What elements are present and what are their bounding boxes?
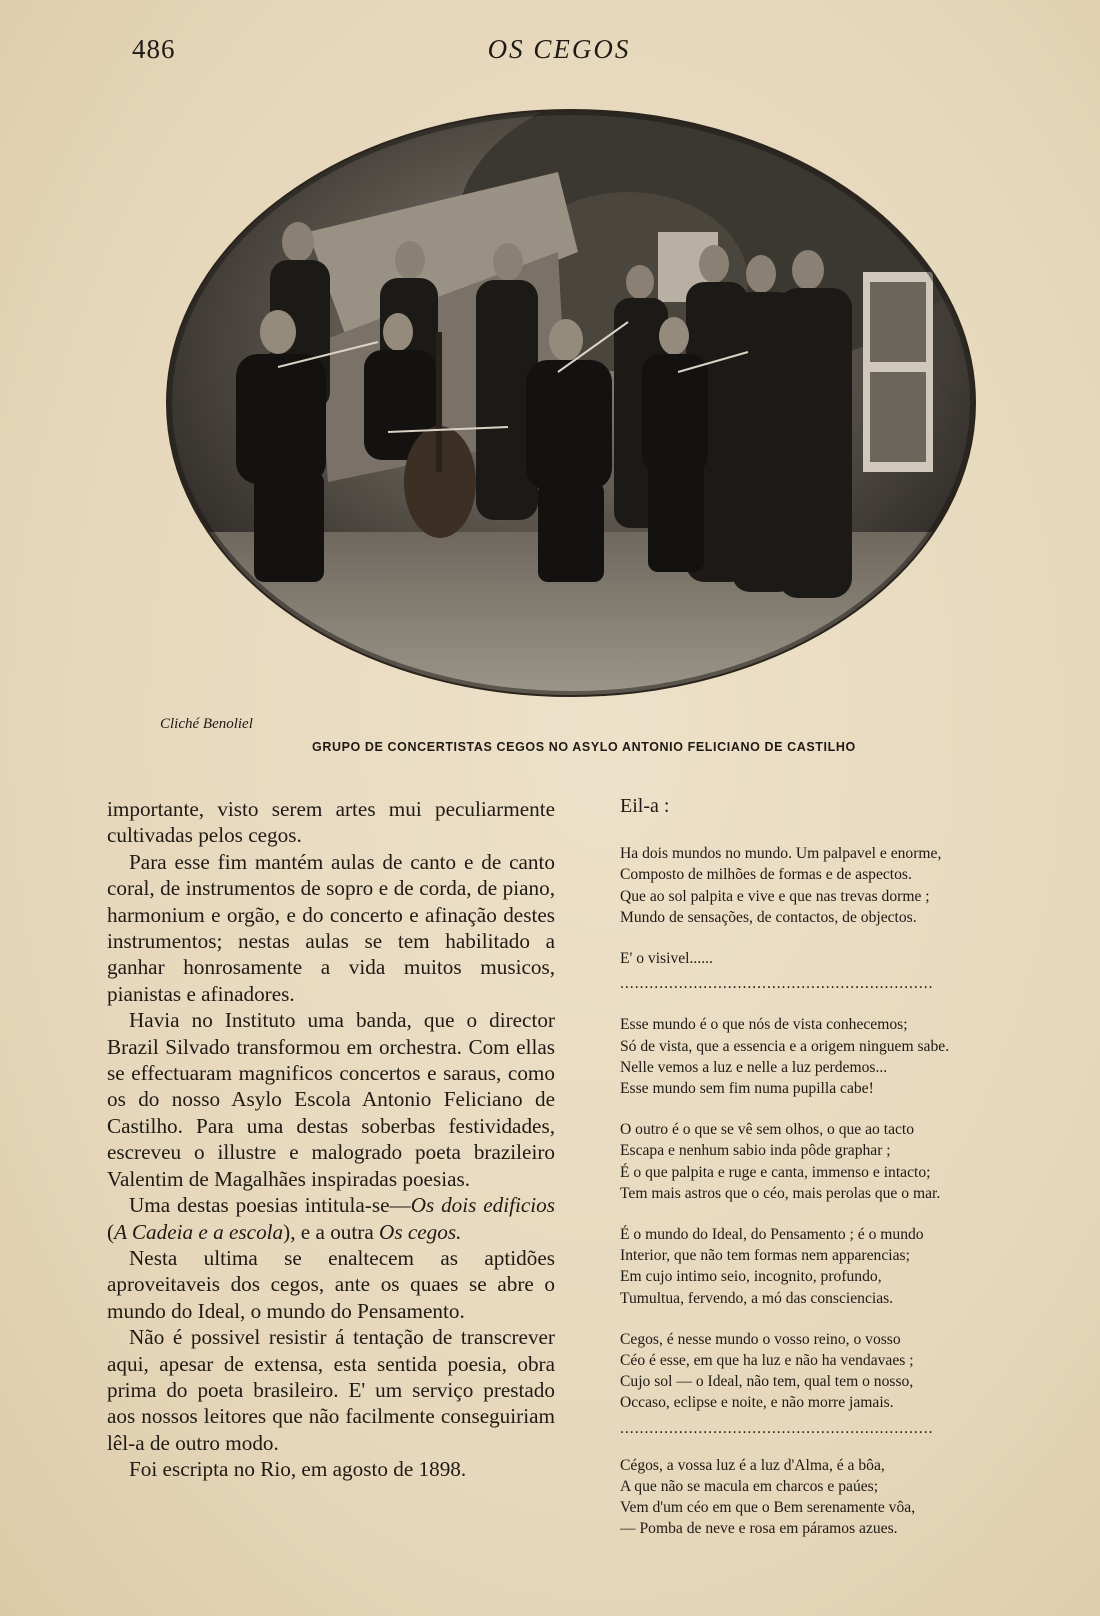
poem-line: — Pomba de neve e rosa em páramos azues.: [620, 1520, 898, 1538]
poem-stanza: [620, 1455, 998, 1540]
photo-credit: Cliché Benoliel: [160, 716, 253, 732]
poem-stanza: [620, 843, 998, 928]
poem-line: Tem mais astros que o céo, mais perolas que o mar.: [620, 1184, 941, 1202]
oval-photograph: [158, 102, 984, 704]
poem-stanza: [620, 1329, 998, 1414]
paragraph: importante, visto serem artes mui peculiarmente cultivadas pelos cegos.: [107, 797, 555, 848]
paragraph: Uma destas poesias intitula-se—Os dois edificios (A Cadeia e a escola), e a outra Os cegos.: [107, 1193, 555, 1244]
poem-line: Em cujo intimo seio, incognito, profundo,: [620, 1268, 882, 1286]
poem-line: Cégos, a vossa luz é a luz d'Alma, é a bôa,: [620, 1456, 885, 1474]
poem-line: Escapa e nenhum sabio inda pôde graphar ;: [620, 1142, 891, 1160]
poem-line: Occaso, eclipse e noite, e não morre jamais.: [620, 1394, 894, 1412]
poem-line: Ha dois mundos no mundo. Um palpavel e enorme,: [620, 845, 942, 863]
poem-intro: Eil-a :: [620, 795, 670, 817]
poem-line: O outro é o que se vê sem olhos, o que ao tacto: [620, 1121, 915, 1139]
poem-line: Esse mundo é o que nós de vista conhecemos;: [620, 1016, 908, 1034]
poem-line: Cujo sol — o Ideal, não tem, qual tem o nosso,: [620, 1373, 914, 1391]
poem-line: Esse mundo sem fim numa pupilla cabe!: [620, 1080, 874, 1098]
poem-line: É o que palpita e ruge e canta, immenso e intacto;: [620, 1163, 931, 1181]
poem-line: É o mundo do Ideal, do Pensamento ; é o mundo: [620, 1226, 924, 1244]
poem-stanza: [620, 1014, 998, 1099]
running-head: OS CEGOS: [487, 34, 631, 64]
poem-stanza: [620, 948, 998, 969]
poem-line: Mundo de sensações, de contactos, de objectos.: [620, 908, 917, 926]
poem-line: E' o visivel......: [620, 950, 713, 968]
paragraph: Nesta ultima se enaltecem as aptidões aproveitaveis dos cegos, ante os quaes se abre o mundo do Ideal, o mundo do Pensamento.: [107, 1245, 555, 1323]
poem-line: Céo é esse, em que ha luz e não ha vendavaes ;: [620, 1352, 914, 1370]
paragraph: Havia no Instituto uma banda, que o director Brazil Silvado transformou em orchestra. Com ellas se effectuaram magnificos concertos e saraus, como os do nosso Asylo Escola Antonio Feliciano de Castilho. Para uma destas soberbas festividades, escreveu o illustre e malogrado poeta brazileiro Valentim de Magalhães inspiradas poesias.: [107, 1008, 555, 1191]
poem-stanza: [620, 1224, 998, 1309]
ellipsis-divider: ................................................................: [620, 975, 934, 993]
figure-caption: GRUPO DE CONCERTISTAS CEGOS NO ASYLO ANTONIO FELICIANO DE CASTILHO: [312, 740, 856, 754]
poem-line: Composto de milhões de formas e de aspectos.: [620, 866, 912, 884]
ellipsis-divider: ................................................................: [620, 1419, 934, 1437]
poem-stanza: [620, 1119, 998, 1204]
paragraph: Para esse fim mantém aulas de canto e de canto coral, de instrumentos de sopro e de corda, de piano, harmonium e orgão, e do concerto e afinação destes instrumentos; nestas aulas se tem habilitado a ganhar honrosamente a vida muitos musicos, pianistas e afinadores.: [107, 849, 555, 1006]
poem-line: Nelle vemos a luz e nelle a luz perdemos...: [620, 1058, 888, 1076]
page-number: 486: [132, 34, 176, 64]
poem-line: Que ao sol palpita e vive e que nas trevas dorme ;: [620, 887, 930, 905]
poem-line: Tumultua, fervendo, a mó das consciencias.: [620, 1289, 894, 1307]
paragraph: Não é possivel resistir á tentação de transcrever aqui, apesar de extensa, esta sentida poesia, obra prima do poeta brasileiro. E' um serviço prestado aos nossos leitores que não facilmente conseguiriam lêl-a de outro modo.: [107, 1325, 555, 1455]
poem-line: Só de vista, que a essencia e a origem ninguem sabe.: [620, 1037, 950, 1055]
poem-line: Vem d'um céo em que o Bem serenamente vôa,: [620, 1499, 916, 1517]
paragraph: Foi escripta no Rio, em agosto de 1898.: [129, 1457, 467, 1482]
poem-line: Cegos, é nesse mundo o vosso reino, o vosso: [620, 1330, 901, 1348]
poem-line: Interior, que não tem formas nem apparencias;: [620, 1247, 910, 1265]
poem-line: A que não se macula em charcos e paúes;: [620, 1478, 879, 1496]
photograph-oval-icon: [158, 102, 984, 704]
poem-column: [620, 796, 998, 1560]
left-column-text: [107, 796, 555, 1483]
